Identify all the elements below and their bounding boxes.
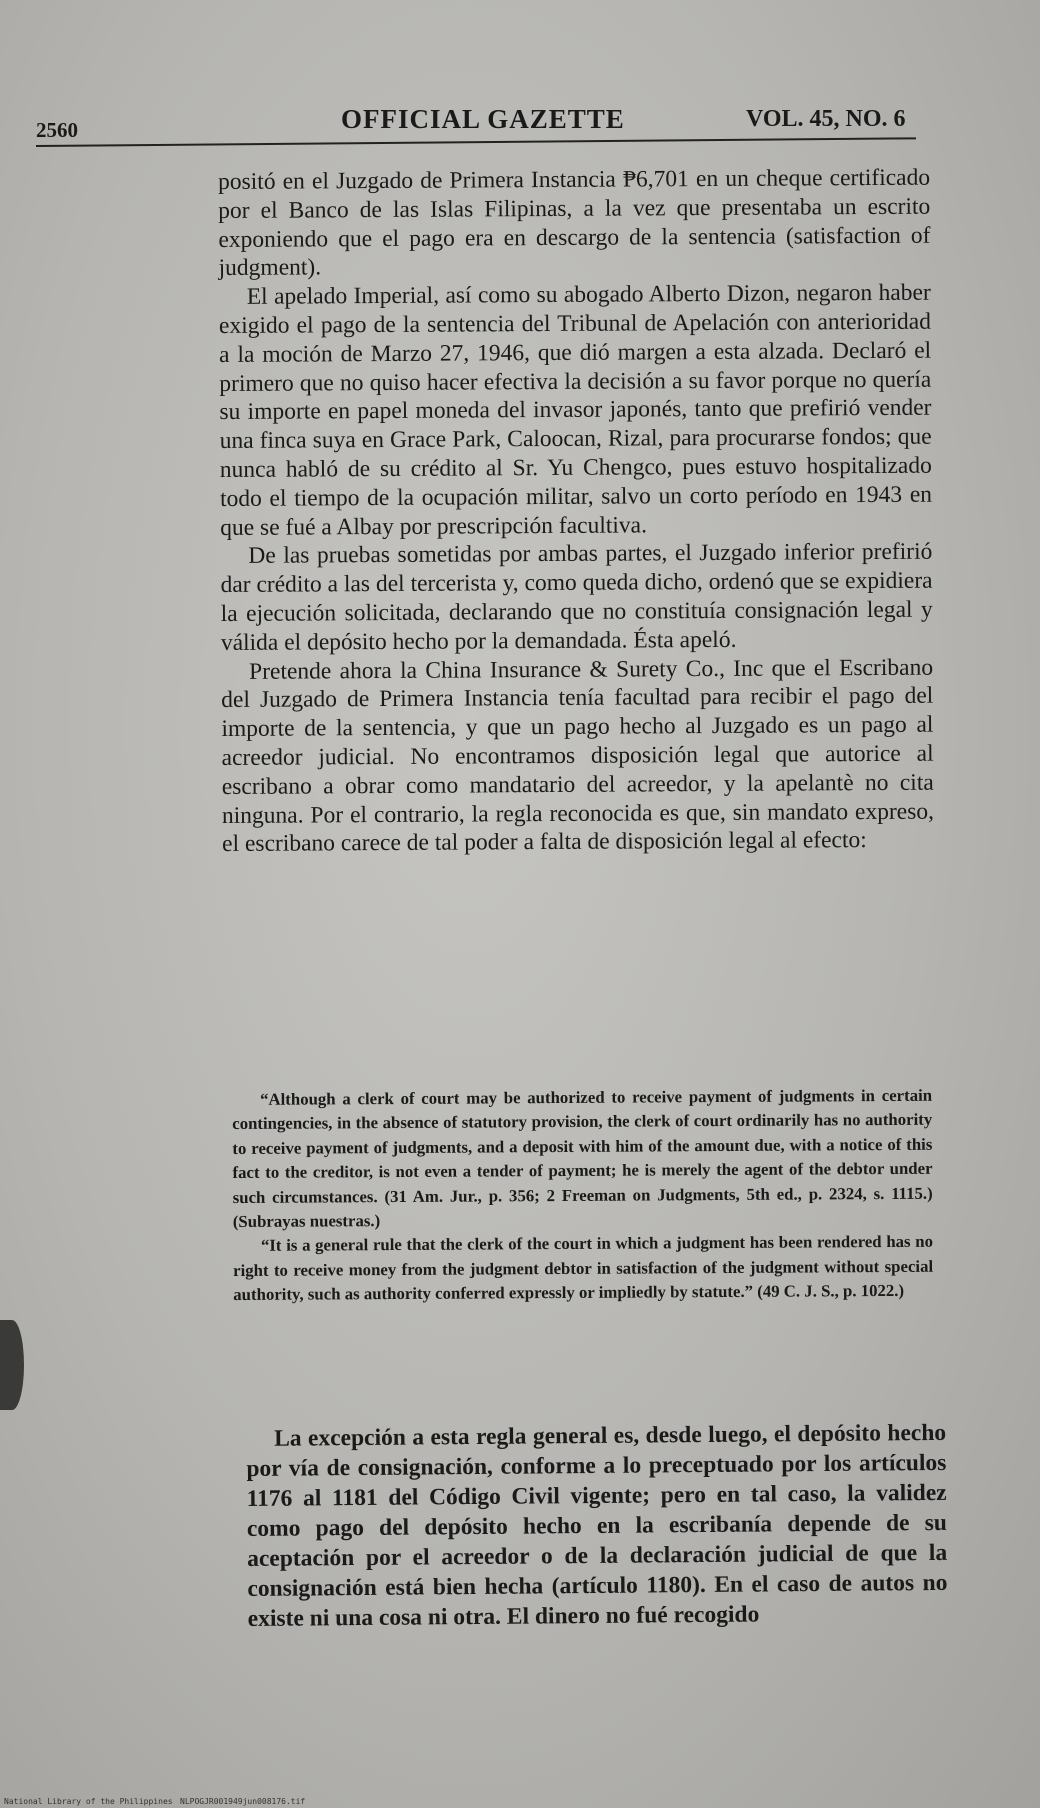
page-header [36,102,936,142]
paragraph-2: El apelado Imperial, así como su abogado Alberto Dizon, negaron haber exigido el pago de la sentencia del Tribunal de Apelación con anterioridad a la moción de Marzo 27, 1946, que dió margen a esta alzada. Declaró el primero que no quiso hacer efectiva la decisión a su favor porque no quería su importe en papel moneda del invasor japonés, tanto que prefirió vender una finca suya en Grace Park, Caloocan, Rizal, para procurarse fondos; que nunca habló de su crédito al Sr. Yu Chengco, pues estuvo hospitalizado todo el tiempo de la ocupación militar, salvo un corto período en 1943 en que se fué a Albay por prescripción facultiva. [218,279,933,541]
scan-artifact [0,1320,24,1410]
quote-1: “Although a clerk of court may be authorized to receive payment of judgments in certain contingencies, in the absence of statutory provision, the clerk of court ordinarily has no authority to receive payment of judgments, and a deposit with him of the amount due, with a notice of this fact to the creditor, is not even a tender of payment; he is merely the agent of the debtor under such circumstances. (31 Am. Jur., p. 356; 2 Freeman on Judgments, 5th ed., p. 2324, s. 1115.) (Subrayas nuestras.) [232,1085,933,1232]
body-text [218,164,934,859]
body-text-bottom [246,1418,948,1634]
publication-title: OFFICIAL GAZETTE [341,104,625,134]
footer-library: National Library of the Philippines [4,1797,173,1806]
paragraph-1: positó en el Juzgado de Primera Instancia ₱6,701 en un cheque certificado por el Banco de las Islas Filipinas, a la vez que presentaba un escrito exponiendo que el pago era en descargo de la sentencia (satisfaction of judgment). [218,164,931,282]
paragraph-4: Pretende ahora la China Insurance & Surety Co., Inc que el Escribano del Juzgado de Primera Instancia tenía facultad para recibir el pago del importe de la sentencia, y que un pago hecho al Juzgado es un pago al acreedor judicial. No encontramos disposición legal que autorice al escribano a obrar como mandatario del acreedor, y la apelantè no cita ninguna. Por el contrario, la regla reconocida es que, sin mandato expreso, el escribano carece de tal poder a falta de disposición legal al efecto: [221,654,935,858]
block-quote [232,1084,933,1308]
paragraph-3: De las pruebas sometidas por ambas partes, el Juzgado inferior prefirió dar crédito a las del tercerista y, como queda dicho, ordenó que se expidiera la ejecución solicitada, declarando que no constituía consignación legal y válida el depósito hecho por la demandada. Ésta apeló. [220,539,933,656]
volume-number: VOL. 45, NO. 6 [746,106,906,132]
quote-2: “It is a general rule that the clerk of the court in which a judgment has been rendered has no right to receive money from the judgment debtor in satisfaction of the judgment without special authority, such as authority conferred expressly or impliedly by statute.” (49 C. J. S., p. 1022.) [233,1232,934,1305]
footer-filename: NLPOGJR001949jun008176.tif [180,1797,306,1806]
paragraph-5: La excepción a esta regla general es, desde luego, el depósito hecho por vía de consignación, conforme a lo preceptuado por los artículos 1176 al 1181 del Código Civil vigente; pero en tal caso, la validez como pago del depósito hecho en la escribanía depende de su aceptación por el acreedor o de la declaración judicial de que la consignación está bien hecha (artículo 1180). En el caso de autos no existe ni una cosa ni otra. El dinero no fué recogido [246,1419,948,1632]
page-number: 2560 [36,118,78,142]
